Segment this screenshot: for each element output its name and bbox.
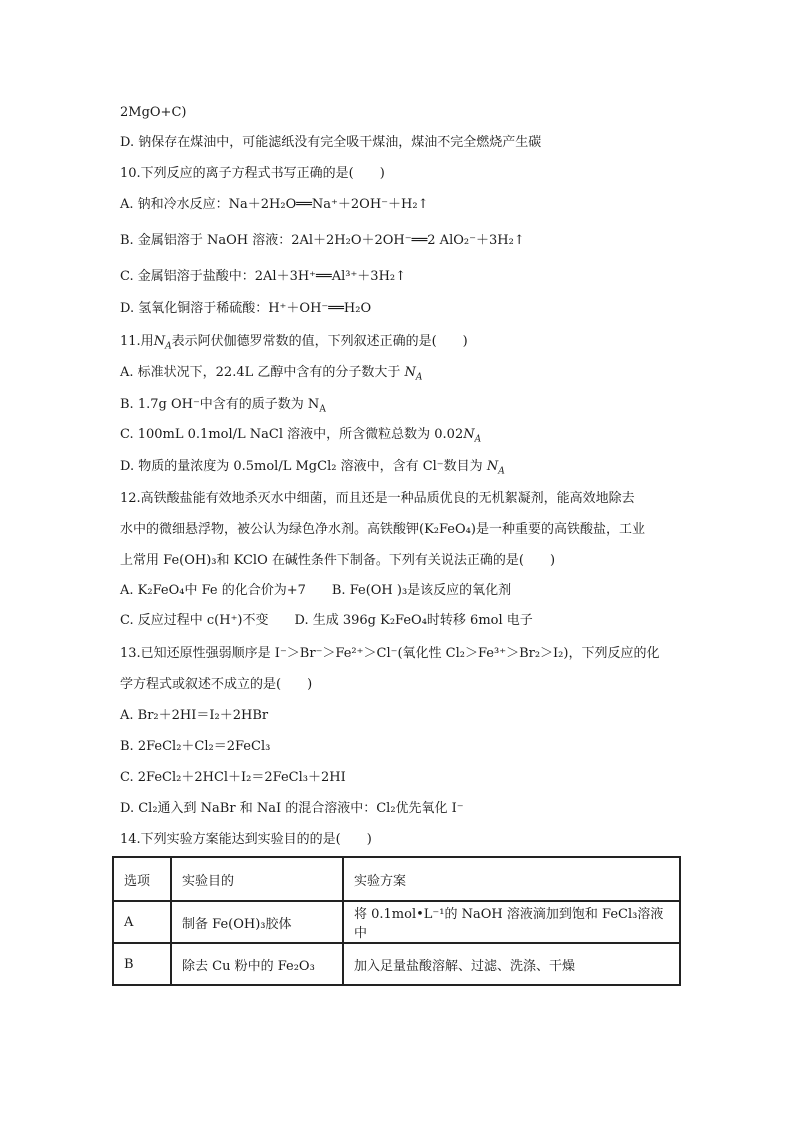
na-symbol: $N_A$ <box>463 427 482 445</box>
na-symbol: $N_A$ <box>486 459 505 477</box>
table-row <box>113 901 680 943</box>
cell-option: B <box>113 943 171 985</box>
q13-option-c: C. 2FeCl₂＋2HCl＋I₂＝2FeCl₃＋2HI <box>120 770 346 785</box>
q10-option-c: C. 金属铝溶于盐酸中：2Al＋3H⁺══Al³⁺＋3H₂↑ <box>120 269 407 284</box>
na-symbol: $N_A$ <box>404 365 423 383</box>
q13-option-d: D. Cl₂通入到 NaBr 和 NaI 的混合溶液中：Cl₂优先氧化 I⁻ <box>120 801 464 816</box>
q12-options-ab: A. K₂FeO₄中 Fe 的化合价为+7 B. Fe(OH )₃是该反应的氧化剂 <box>120 583 512 598</box>
q13-line-1: 13.已知还原性强弱顺序是 I⁻＞Br⁻＞Fe²⁺＞Cl⁻(氧化性 Cl₂＞Fe³⁺＞Br₂＞I₂)，下列反应的化 <box>120 646 660 661</box>
q13-option-a: A. Br₂＋2HI＝I₂＋2HBr <box>120 708 269 723</box>
q11-stem-suffix: 表示阿伏伽德罗常数的值，下列叙述正确的是( ) <box>171 334 468 349</box>
q13-option-b: B. 2FeCl₂＋Cl₂＝2FeCl₃ <box>120 739 271 754</box>
q11-option-c: C. 100mL 0.1mol/L NaCl 溶液中，所含微粒总数为 $0.02N_A$ <box>120 427 482 445</box>
cell-purpose: 除去 Cu 粉中的 Fe₂O₃ <box>171 943 343 985</box>
q9-option-d: D. 钠保存在煤油中，可能滤纸没有完全吸干煤油，煤油不完全燃烧产生碳 <box>120 135 542 150</box>
cell-purpose: 制备 Fe(OH)₃胶体 <box>171 901 343 943</box>
cell-plan: 将 0.1mol•L⁻¹的 NaOH 溶液滴加到饱和 FeCl₃溶液中 <box>343 901 680 943</box>
q11-option-d: D. 物质的量浓度为 0.5mol/L MgCl₂ 溶液中，含有 Cl⁻数目为 $N_A$ <box>120 459 505 477</box>
q11-option-a: A. 标准状况下，22.4L 乙醇中含有的分子数大于 $N_A$ <box>120 365 423 383</box>
q10-stem: 10.下列反应的离子方程式书写正确的是( ) <box>120 166 385 181</box>
q12-options-cd: C. 反应过程中 c(H⁺)不变 D. 生成 396g K₂FeO₄时转移 6mol 电子 <box>120 613 533 628</box>
table-header-row <box>113 857 680 901</box>
q12-line-2: 水中的微细悬浮物，被公认为绿色净水剂。高铁酸钾(K₂FeO₄)是一种重要的高铁酸盐，工业 <box>120 522 645 537</box>
q13-line-2: 学方程式或叙述不成立的是( ) <box>120 677 313 692</box>
q10-option-a: A. 钠和冷水反应：Na＋2H₂O══Na⁺＋2OH⁻＋H₂↑ <box>120 197 429 212</box>
header-plan: 实验方案 <box>343 857 680 901</box>
header-option: 选项 <box>113 857 171 901</box>
q11-stem-prefix: 11.用 <box>120 334 154 349</box>
q10-option-b: B. 金属铝溶于 NaOH 溶液：2Al＋2H₂O＋2OH⁻══2 AlO₂⁻＋3H₂↑ <box>120 233 525 248</box>
cell-plan: 加入足量盐酸溶解、过滤、洗涤、干燥 <box>343 943 680 985</box>
q14-stem: 14.下列实验方案能达到实验目的的是( ) <box>120 832 372 847</box>
q12-line-1: 12.高铁酸盐能有效地杀灭水中细菌，而且还是一种品质优良的无机絮凝剂，能高效地除去 <box>120 491 635 506</box>
cell-option: A <box>113 901 171 943</box>
table-row <box>113 943 680 985</box>
na-symbol: $N_A$ <box>153 334 172 352</box>
header-purpose: 实验目的 <box>171 857 343 901</box>
q11-option-b: B. 1.7g OH⁻中含有的质子数为 $N_A$ <box>120 397 326 415</box>
experiment-table <box>112 856 681 986</box>
q12-line-3: 上常用 Fe(OH)₃和 KClO 在碱性条件下制备。下列有关说法正确的是( ) <box>120 553 556 568</box>
q10-option-d: D. 氢氧化铜溶于稀硫酸：H⁺＋OH⁻══H₂O <box>120 301 372 316</box>
q11-stem <box>120 333 468 351</box>
q9-tail-text: 2MgO+C) <box>120 105 187 120</box>
